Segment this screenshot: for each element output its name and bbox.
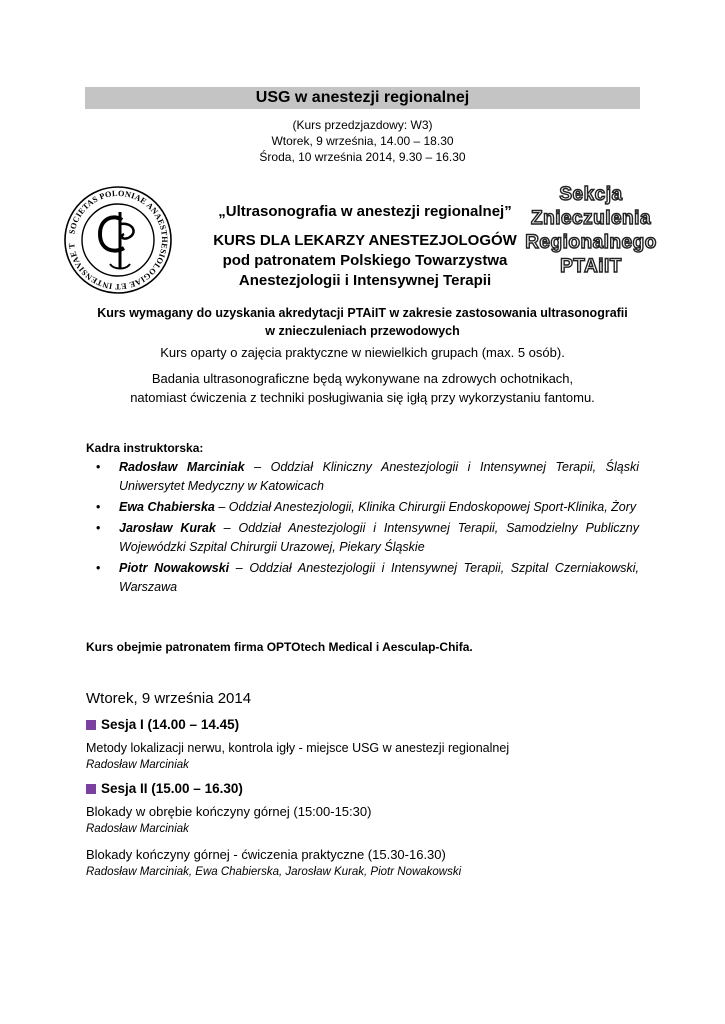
square-bullet-icon xyxy=(86,784,96,794)
instructors-list xyxy=(86,458,639,599)
date-line-2: Środa, 10 września 2014, 9.30 – 16.30 xyxy=(259,150,466,164)
session-1-label: Sesja I (14.00 – 14.45) xyxy=(101,717,240,732)
instructor-affiliation: – Oddział Anestezjologii i Intensywnej Terapii, Szpital Czerniakowski, Warszawa xyxy=(119,561,639,594)
document-title: USG w anestezji regionalnej xyxy=(85,87,640,109)
instructors-heading: Kadra instruktorska: xyxy=(86,441,204,455)
bullet-icon: • xyxy=(96,561,101,575)
date-line-1: Wtorek, 9 września, 14.00 – 18.30 xyxy=(271,134,454,148)
instructor-name: Radosław Marciniak xyxy=(119,460,245,474)
session-speaker: Radosław Marciniak, Ewa Chabierska, Jarosław Kurak, Piotr Nowakowski xyxy=(86,866,462,878)
instructor-name: Jarosław Kurak xyxy=(119,521,216,535)
session-1-entry xyxy=(86,740,646,773)
session-2-label: Sesja II (15.00 – 16.30) xyxy=(101,781,243,796)
requirement-line-5: natomiast ćwiczenia z techniki posługiwania się igłą przy wykorzystaniu fantomu. xyxy=(130,390,595,405)
program-day-heading: Wtorek, 9 września 2014 xyxy=(86,690,252,707)
section-badge-line-4: PTAiIT xyxy=(560,256,622,277)
list-item xyxy=(86,519,639,557)
bullet-icon: • xyxy=(96,460,101,474)
course-heading-line-3: Anestezjologii i Intensywnej Terapii xyxy=(238,272,492,289)
session-2-entry-1 xyxy=(86,803,646,837)
instructor-affiliation: – Oddział Anestezjologii i Intensywnej Terapii, Samodzielny Publiczny Wojewódzki Szpital Chirurgii Urazowej, Piekary Śląskie xyxy=(119,521,639,554)
square-bullet-icon xyxy=(86,720,96,730)
session-1-heading xyxy=(86,717,239,732)
course-heading xyxy=(180,231,550,291)
instructor-affiliation: – Oddział Kliniczny Anestezjologii i Intensywnej Terapii, Śląski Uniwersytet Medyczny w Katowicach xyxy=(119,460,639,493)
session-speaker: Radosław Marciniak xyxy=(86,759,189,771)
society-logo xyxy=(62,184,174,296)
session-2-heading xyxy=(86,781,243,796)
course-code: (Kurs przedzjazdowy: W3) xyxy=(292,118,433,132)
list-item xyxy=(86,458,639,496)
bullet-icon: • xyxy=(96,521,101,535)
section-badge xyxy=(506,183,676,279)
sponsor-note: Kurs obejmie patronatem firma OPTOtech Medical i Aesculap-Chifa. xyxy=(86,640,473,654)
course-subtitle: „Ultrasonografia w anestezji regionalnej” xyxy=(218,203,512,220)
section-badge-line-3: Regionalnego xyxy=(525,232,657,253)
instructor-name: Ewa Chabierska xyxy=(119,500,215,514)
section-badge-line-2: Znieczulenia xyxy=(530,208,652,229)
instructor-affiliation: – Oddział Anestezjologii, Klinika Chirurgii Endoskopowej Sport-Klinika, Żory xyxy=(214,500,637,514)
svg-text:SOCIETAS POLONIAE ANAESTHESIOL: SOCIETAS POLONIAE ANAESTHESIOLOGIAE ET INTENSIVAE T xyxy=(67,188,170,292)
session-speaker: Radosław Marciniak xyxy=(86,823,189,835)
session-topic: Blokady kończyny górnej - ćwiczenia praktyczne (15.30-16.30) xyxy=(86,847,446,862)
requirement-line-1: Kurs wymagany do uzyskania akredytacji PTAiIT w zakresie zastosowania ultrasonografii xyxy=(97,306,628,320)
session-topic: Blokady w obrębie kończyny górnej (15:00-15:30) xyxy=(86,804,372,819)
course-heading-line-2: pod patronatem Polskiego Towarzystwa xyxy=(222,252,508,269)
requirement-line-4: Badania ultrasonograficzne będą wykonywane na zdrowych ochotnikach, xyxy=(151,371,574,386)
bullet-icon: • xyxy=(96,500,101,514)
section-badge-line-1: Sekcja xyxy=(559,184,623,205)
requirement-line-2: w znieczuleniach przewodowych xyxy=(265,324,460,338)
list-item xyxy=(86,498,639,517)
course-heading-line-1: KURS DLA LEKARZY ANESTEZJOLOGÓW xyxy=(213,232,517,249)
requirement-line-3: Kurs oparty o zajęcia praktyczne w niewielkich grupach (max. 5 osób). xyxy=(160,345,565,360)
session-2-entry-2 xyxy=(86,846,646,880)
list-item xyxy=(86,559,639,597)
instructor-name: Piotr Nowakowski xyxy=(119,561,230,575)
session-topic: Metody lokalizacji nerwu, kontrola igły - miejsce USG w anestezji regionalnej xyxy=(86,741,510,755)
